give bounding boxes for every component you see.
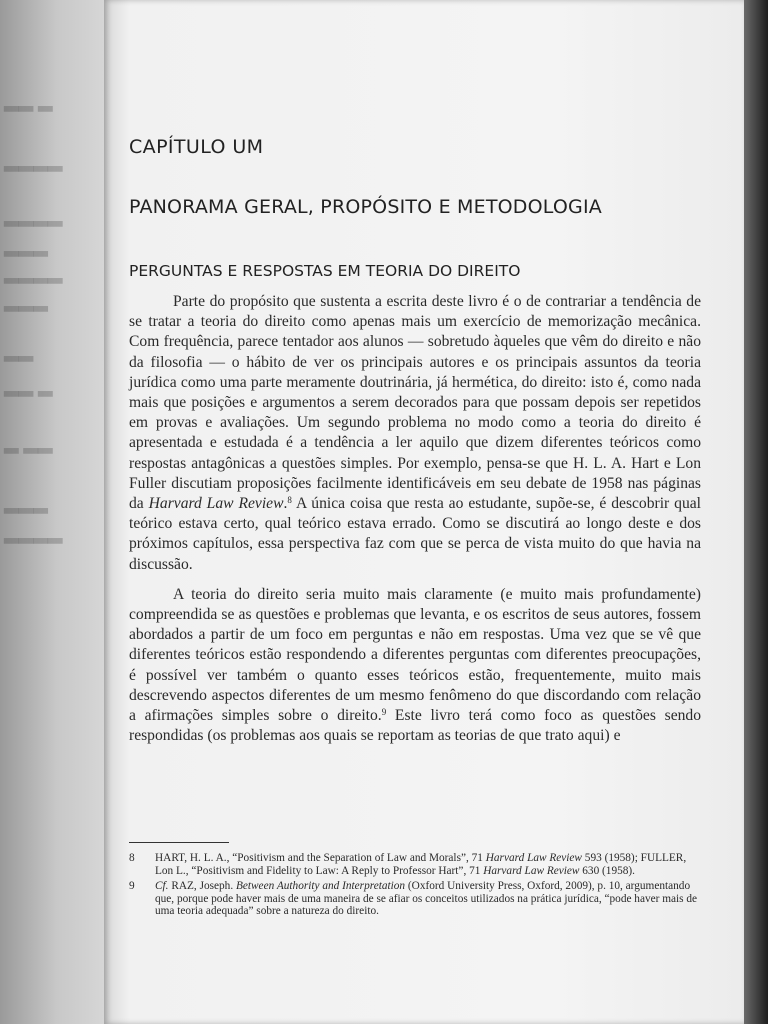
paragraph-1-text: Parte do propósito que sustenta a escrita deste livro é o de contrariar a tendência de se tratar a teoria do direito como apenas mais um exercício de memorização mecânica. Com frequência, parece tentador aos alunos — sobretudo àqueles que vêm do direito e não da filosofia — o hábito de ver os principais autores e os principais assuntos da teoria jurídica como uma parte meramente doutrinária, já hermética, do direito: isto é, como nada mais que posições e argumentos a serem decorados para que possam depois ser repetidos em provas e avaliações. Um segundo problema no modo como a teoria do direito é apresentada e estudada é a tendência a ler aquilo que dizem diferentes teóricos como respostas antagônicas a questões simples. Por exemplo, pensa-se que H. L. A. Hart e Lon Fuller discutiam proposições facilmente identificáveis em seu debate de 1958 nas páginas da — [129, 293, 701, 513]
paragraph-1-continuation: A única coisa que resta ao estudante, supõe-se, é descobrir qual teórico estava certo, qual teórico estava errado. Como se discutirá ao longo deste e dos próximos capítulos, essa perspectiva faz com que se perca de vista muito do que havia na discussão. — [129, 495, 702, 573]
footnote-9-book-title: Between Authority and Interpretation — [235, 880, 406, 892]
facing-page-bleed: ▂▂▂▂ — [4, 151, 63, 172]
scanner-edge — [744, 0, 768, 1024]
facing-page-bleed: ▂▂▂ — [4, 493, 48, 514]
journal-title: Harvard Law Review — [148, 495, 284, 513]
body-text — [129, 292, 701, 756]
footnote-8-part: 630 (1958). — [579, 864, 635, 877]
facing-page-bleed: ▂▂▂ — [4, 291, 48, 312]
footnote-ref-9: 9 — [381, 707, 387, 718]
facing-page-bleed: ▂▂ ▂ — [4, 376, 53, 397]
chapter-title: PANORAMA GERAL, PROPÓSITO E METODOLOGIA — [129, 196, 602, 218]
footnote-text — [155, 852, 701, 877]
footnote-8 — [129, 852, 701, 877]
footnote-9-part: RAZ, Joseph. — [168, 880, 236, 892]
footnote-ref-8: 8 — [287, 495, 292, 506]
footnote-8-journal: Harvard Law Review — [483, 864, 580, 877]
footnote-8-part: HART, H. L. A., “Positivism and the Separation of Law and Morals”, 71 — [155, 852, 486, 864]
footnote-9-part: (Oxford University Press, Oxford, 2009), p. 10, argumentando que, porque pode haver mais de uma maneira de se afiar os conceitos utilizados na prática jurídica, “pode haver mais de uma teoria adequada” sobre a natureza do direito. — [155, 880, 698, 917]
footnote-8-part: 593 (1958); FULLER, Lon L., “Positivism and Fidelity to Law: A Reply to Professor Hart”, 71 — [155, 852, 687, 877]
footnote-9-cf: Cf. — [155, 880, 169, 892]
facing-page-bleed: ▂▂▂ — [4, 236, 48, 257]
footnote-9 — [129, 880, 701, 918]
book-page — [104, 0, 744, 1024]
paragraph-2-continuation: Este livro terá como foco as questões sendo respondidas (os problemas aos quais se reportam as teorias de que trato aqui) e — [129, 707, 702, 745]
facing-page-bleed: ▂▂▂▂ — [4, 206, 63, 227]
facing-page-bleed: ▂▂ — [4, 341, 34, 362]
footnote-divider — [129, 842, 229, 843]
chapter-label: CAPÍTULO UM — [129, 136, 264, 158]
footnote-8-journal: Harvard Law Review — [485, 852, 582, 864]
footnotes — [129, 852, 701, 921]
facing-page-edge — [0, 0, 104, 1024]
facing-page-bleed: ▂▂ ▂ — [4, 91, 53, 112]
facing-page-bleed: ▂▂▂▂ — [4, 523, 63, 544]
paragraph-1: Parte do propósito que sustenta a escrita deste livro é o de contrariar a tendência de se tratar a teoria do direito como apenas mais um exercício de memorização mecânica. Com frequência, parece tentador aos alunos — sobretudo àqueles que vêm do direito e não da filosofia — o hábito de ver os principais autores e os principais assuntos da teoria jurídica como uma parte meramente doutrinária, já hermética, do direito: isto é, como nada mais que posições e argumentos a serem decorados para que possam depois ser repetidos em provas e avaliações. Um segundo problema no modo como a teoria do direito é apresentada e estudada é a tendência a ler aquilo que dizem diferentes teóricos como respostas antagônicas a questões simples. Por exemplo, pensa-se que H. L. A. Hart e Lon Fuller discutiam proposições facilmente identificáveis em seu debate de 1958 nas páginas da Harvard Law Review.$^8$ A única coisa que resta ao estudante, supõe-se, é descobrir qual teórico estava certo, qual teórico estava errado. Como se discutirá ao longo deste e dos próximos capítulos, essa perspectiva faz com que se perca de vista muito do que havia na discussão. — [129, 293, 702, 573]
footnote-number: 8 — [129, 852, 135, 864]
paragraph-2 — [129, 585, 701, 747]
facing-page-bleed: ▂▂▂▂ — [4, 263, 63, 284]
footnote-text — [155, 880, 701, 918]
footnote-number: 9 — [129, 880, 135, 892]
facing-page-bleed: ▂ ▂▂ — [4, 433, 53, 454]
paragraph-2-text: A teoria do direito seria muito mais claramente (e muito mais profundamente) compreendida se as questões e problemas que levanta, e os escritos de seus autores, fossem abordados a partir de um foco em perguntas e não em respostas. Uma vez que se vê que diferentes teóricos estão respondendo a diferentes perguntas com diferentes preocupações, é possível ver também o quanto esses teóricos estão, frequentemente, muito mais descrevendo aspectos diferentes de um mesmo fenômeno do que discordando com relação a afirmações simples sobre o direito. — [129, 585, 701, 725]
section-title: PERGUNTAS E RESPOSTAS EM TEORIA DO DIREITO — [129, 262, 521, 280]
